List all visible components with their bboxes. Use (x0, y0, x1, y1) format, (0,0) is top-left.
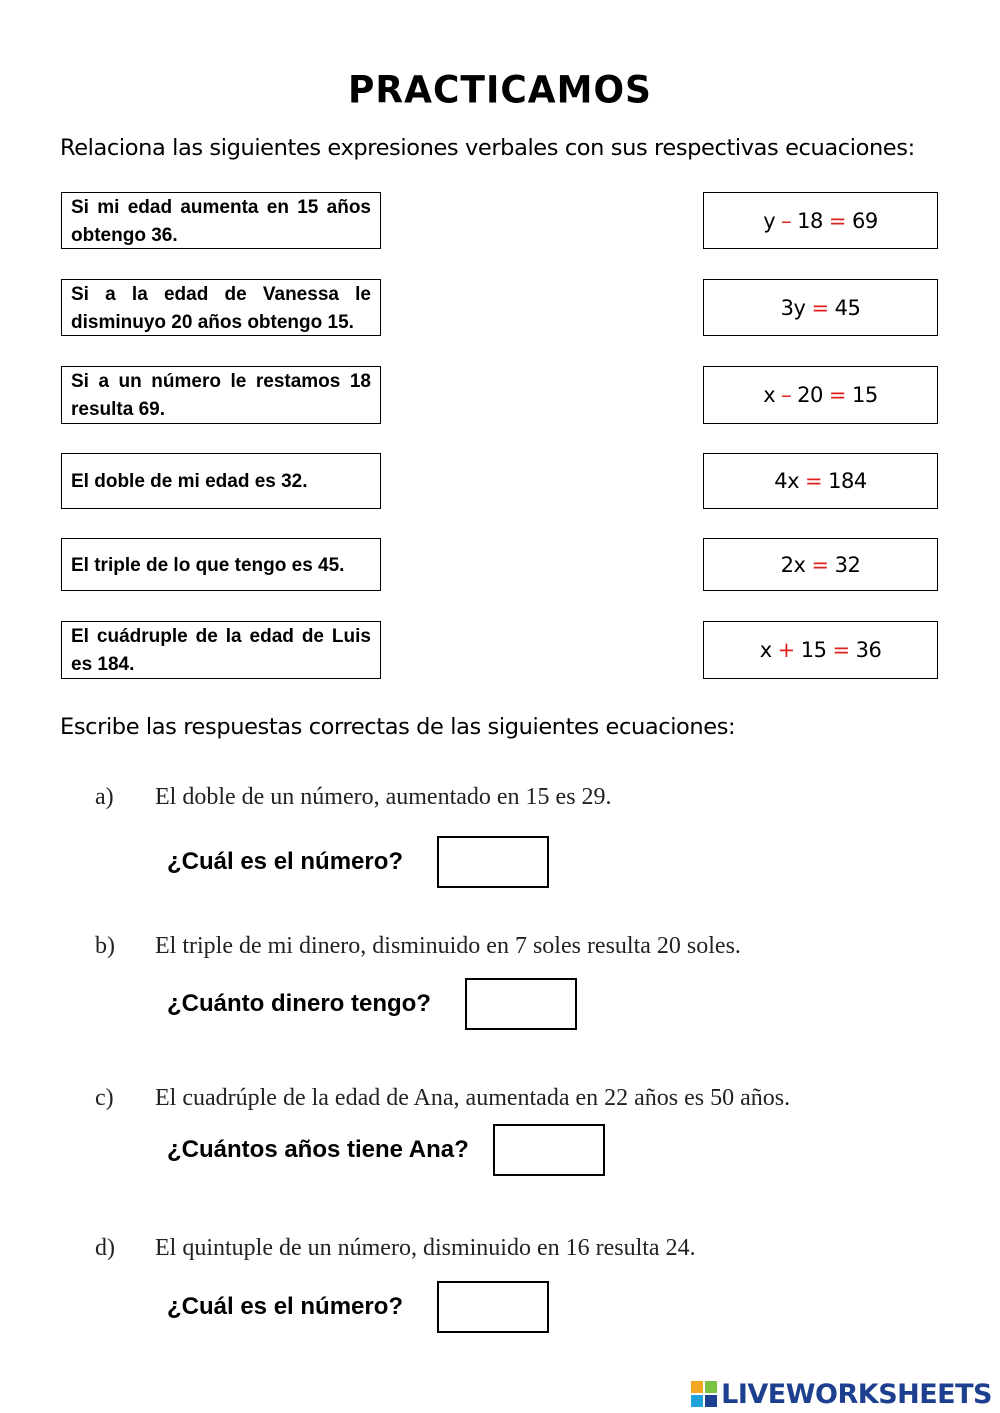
brand-name: LIVEWORKSHEETS (721, 1378, 992, 1410)
page-title: PRACTICAMOS (348, 68, 652, 113)
verbal-expression-4[interactable]: El doble de mi edad es 32. (61, 453, 381, 509)
matching-instruction: Relaciona las siguientes expresiones verbales con sus respectivas ecuaciones: (60, 135, 915, 161)
question-text: El triple de mi dinero, disminuido en 7 soles resulta 20 soles. (155, 933, 741, 959)
question-prompt: ¿Cuántos años tiene Ana? (167, 1136, 469, 1163)
liveworksheets-brand (691, 1378, 992, 1410)
verbal-expression-5[interactable]: El triple de lo que tengo es 45. (61, 538, 381, 591)
answer-input-c[interactable] (493, 1124, 605, 1176)
equation-box-4[interactable]: 4x = 184 (703, 453, 938, 509)
equation-box-2[interactable]: 3y = 45 (703, 279, 938, 336)
equals-operator: = (828, 208, 847, 233)
minus-operator: – (781, 383, 792, 407)
minus-operator: – (781, 208, 792, 233)
question-letter: d) (95, 1235, 115, 1261)
answer-input-d[interactable] (437, 1281, 549, 1333)
equals-operator: = (811, 552, 829, 577)
question-prompt: ¿Cuál es el número? (167, 1293, 404, 1320)
answer-input-b[interactable] (465, 978, 577, 1030)
equals-operator: = (828, 383, 847, 407)
question-letter: c) (95, 1085, 114, 1111)
answers-instruction: Escribe las respuestas correctas de las siguientes ecuaciones: (60, 714, 736, 740)
verbal-expression-3[interactable]: Si a un número le restamos 18 resulta 69. (61, 366, 381, 424)
question-text: El cuadrúple de la edad de Ana, aumentada en 22 años es 50 años. (155, 1085, 791, 1111)
plus-operator: + (777, 638, 795, 662)
question-letter: b) (95, 933, 115, 959)
question-prompt: ¿Cuánto dinero tengo? (167, 990, 431, 1017)
verbal-expression-6[interactable]: El cuádruple de la edad de Luis es 184. (61, 621, 381, 679)
question-text: El doble de un número, aumentado en 15 es 29. (155, 784, 612, 810)
verbal-expression-1[interactable]: Si mi edad aumenta en 15 años obtengo 36. (61, 192, 381, 249)
equals-operator: = (805, 469, 823, 493)
verbal-expression-2[interactable]: Si a la edad de Vanessa le disminuyo 20 años obtengo 15. (61, 279, 381, 336)
answer-input-a[interactable] (437, 836, 549, 888)
question-letter: a) (95, 784, 114, 810)
equation-box-3[interactable]: x – 20 = 15 (703, 366, 938, 424)
equation-box-6[interactable]: x + 15 = 36 (703, 621, 938, 679)
equals-operator: = (832, 638, 850, 662)
liveworksheets-logo-icon (691, 1381, 717, 1407)
equals-operator: = (811, 295, 829, 320)
question-text: El quintuple de un número, disminuido en 16 resulta 24. (155, 1235, 696, 1261)
question-prompt: ¿Cuál es el número? (167, 848, 404, 875)
equation-box-5[interactable]: 2x = 32 (703, 538, 938, 591)
equation-box-1[interactable]: y – 18 = 69 (703, 192, 938, 249)
